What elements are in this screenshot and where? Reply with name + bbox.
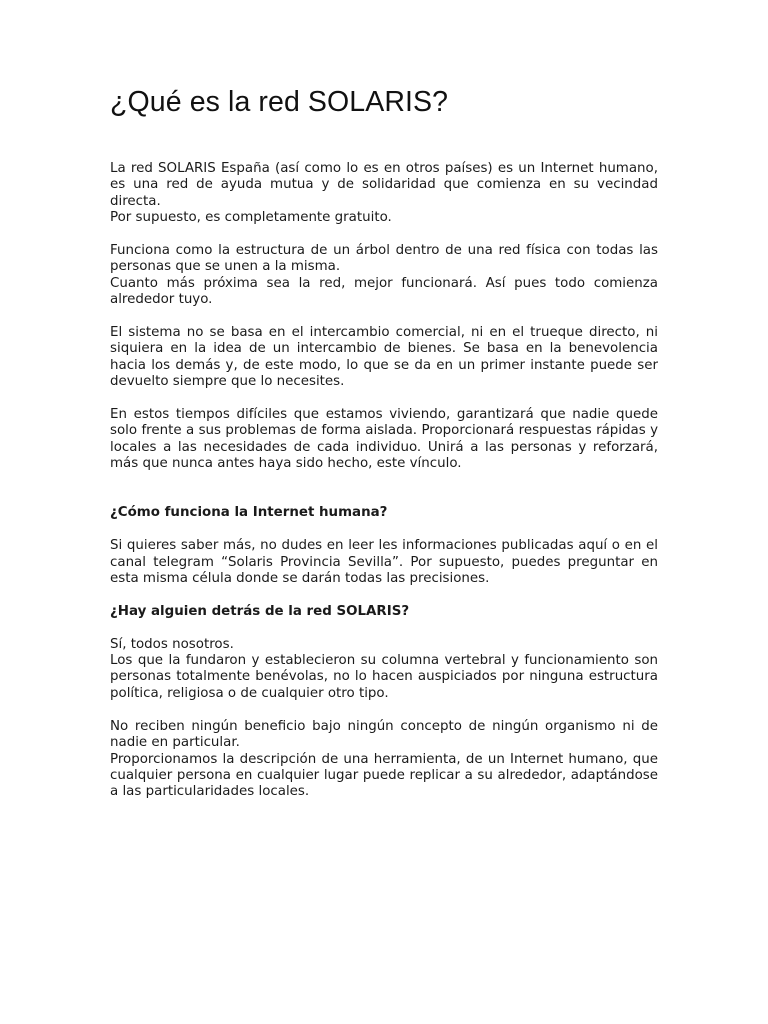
text-line: Funciona como la estructura de un árbol dentro de una red física con todas las personas que se unen a la misma. <box>110 243 658 275</box>
paragraph-system <box>110 325 658 391</box>
paragraph-structure <box>110 243 658 309</box>
text-line: Sí, todos nosotros. <box>110 636 234 652</box>
paragraph-founders <box>110 637 658 703</box>
text-line: Si quieres saber más, no dudes en leer les informaciones publicadas aquí o en el canal telegram “Solaris Provincia Sevilla”. Por supuesto, puedes preguntar en esta misma célula donde se darán todas las precisiones. <box>110 538 658 587</box>
section-heading-who-is-behind: ¿Hay alguien detrás de la red SOLARIS? <box>110 603 410 619</box>
text-line: Por supuesto, es completamente gratuito. <box>110 210 392 226</box>
text-line: Los que la fundaron y establecieron su columna vertebral y funcionamiento son personas totalmente benévolas, no lo hacen auspiciados por ninguna estructura política, religiosa o de cualquier otro tipo. <box>110 653 658 701</box>
paragraph-no-benefit <box>110 719 658 801</box>
text-line: El sistema no se basa en el intercambio comercial, ni en el trueque directo, ni siquiera en la idea de un intercambio de bienes. Se basa en la benevolencia hacia los demás y, de este modo, lo que se da en un primer instante puede ser devuelto siempre que lo necesites. <box>110 325 658 390</box>
text-line: Cuanto más próxima sea la red, mejor funcionará. Así pues todo comienza alrededor tuyo. <box>110 275 658 308</box>
section-heading-how-it-works: ¿Cómo funciona la Internet humana? <box>110 505 388 521</box>
page-title: ¿Qué es la red SOLARIS? <box>110 86 449 118</box>
paragraph-intro <box>110 161 658 227</box>
paragraph-more-info <box>110 538 658 587</box>
text-line: En estos tiempos difíciles que estamos viviendo, garantizará que nadie quede solo frente a sus problemas de forma aislada. Proporcionará respuestas rápidas y locales a las necesidades de cada individuo. Unirá a las personas y reforzará, más que nunca antes haya sido hecho, este vínculo. <box>110 407 658 472</box>
paragraph-difficult-times <box>110 407 658 473</box>
document-body <box>110 161 658 801</box>
text-line: No reciben ningún beneficio bajo ningún concepto de ningún organismo ni de nadie en particular. <box>110 718 658 751</box>
text-line: La red SOLARIS España (así como lo es en otros países) es un Internet humano, es una red de ayuda mutua y de solidaridad que comienza en su vecindad directa. <box>110 161 658 209</box>
text-line: Proporcionamos la descripción de una herramienta, de un Internet humano, que cualquier persona en cualquier lugar puede replicar a su alrededor, adaptándose a las particularidades locales. <box>110 751 658 800</box>
